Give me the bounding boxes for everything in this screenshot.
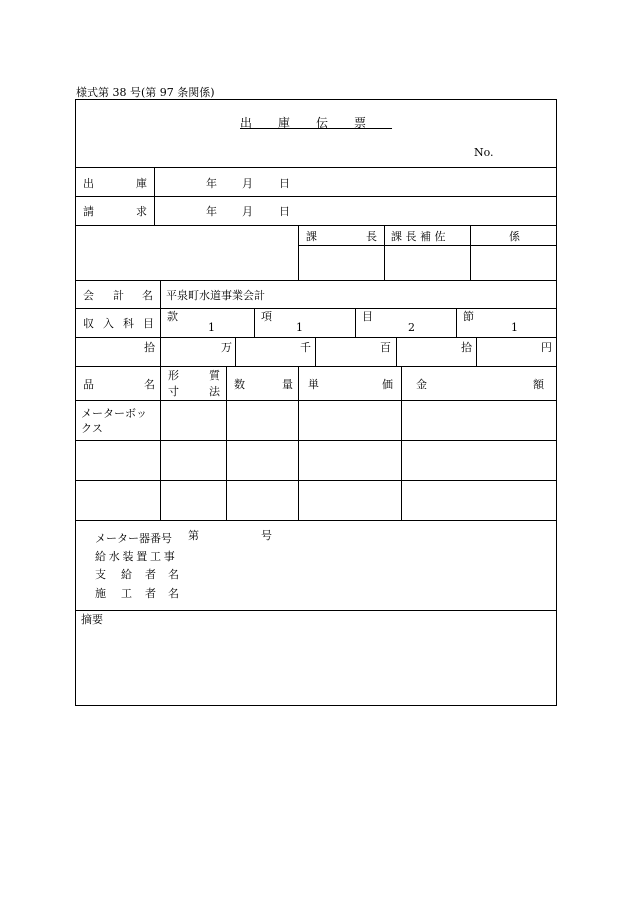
divider (160, 280, 161, 337)
divider (76, 610, 556, 611)
divider (76, 480, 556, 481)
item-amount-header-2: 額 (533, 378, 544, 391)
approval-chief-label-2: 長 (366, 230, 377, 243)
dispatch-day: 日 (279, 177, 290, 190)
budget-label: 収 入 科 目 (83, 317, 157, 330)
budget-kou-label: 項 (261, 310, 272, 323)
divider (470, 225, 471, 280)
divider (384, 225, 385, 280)
budget-moku-label: 目 (362, 310, 373, 323)
meter-number-label: メーター器番号 (95, 532, 172, 545)
payer-label-3: 者 (145, 568, 156, 581)
budget-kan-label: 款 (167, 310, 178, 323)
form-caption: 様式第 38 号(第 97 条関係) (76, 86, 215, 99)
divider (456, 308, 457, 337)
divider (76, 167, 556, 168)
dispatch-label-1: 出 (83, 177, 94, 190)
account-name: 平泉町水道事業会計 (166, 289, 265, 302)
divider (76, 366, 556, 367)
budget-kan-value: 1 (208, 321, 215, 334)
item-amount-header-1: 金 (416, 378, 427, 391)
unit-label: 拾 (461, 341, 472, 354)
divider (160, 366, 161, 520)
dispatch-label-2: 庫 (136, 177, 147, 190)
number-label: No. (474, 146, 494, 159)
unit-label: 拾 (144, 341, 155, 354)
unit-label: 百 (380, 341, 391, 354)
divider (76, 196, 556, 197)
divider (76, 280, 556, 281)
divider (76, 440, 556, 441)
dispatch-slip-form (75, 99, 557, 706)
payer-label-4: 名 (168, 568, 179, 581)
request-label-2: 求 (136, 205, 147, 218)
divider (254, 308, 255, 337)
meter-work-label: 給水装置工事 (95, 550, 178, 563)
contractor-label-3: 者 (145, 587, 156, 600)
contractor-label-2: 工 (121, 587, 132, 600)
unit-label: 万 (221, 341, 232, 354)
divider (76, 337, 556, 338)
divider (160, 337, 161, 366)
unit-label: 千 (300, 341, 311, 354)
item-qty-header-2: 量 (282, 378, 293, 391)
item-shape-header-2: 質 (209, 369, 220, 382)
item-name-line2: クス (81, 422, 103, 435)
item-name-header-1: 品 (83, 378, 94, 391)
meter-number-prefix: 第 (188, 529, 199, 542)
item-price-header-1: 単 (308, 378, 319, 391)
contractor-label-4: 名 (168, 587, 179, 600)
form-title: 出庫伝票 (240, 116, 393, 130)
approval-staff-label: 係 (509, 230, 520, 243)
payer-label-2: 給 (121, 568, 132, 581)
divider (396, 337, 397, 366)
divider (76, 520, 556, 521)
item-price-header-2: 価 (382, 378, 393, 391)
divider (298, 366, 299, 520)
payer-label-1: 支 (95, 568, 106, 581)
item-size-header-2: 法 (209, 385, 220, 398)
request-day: 日 (279, 205, 290, 218)
account-label-1: 会 (83, 289, 94, 302)
unit-label: 円 (541, 341, 552, 354)
dispatch-year: 年 (206, 177, 217, 190)
divider (235, 337, 236, 366)
divider (154, 167, 155, 225)
budget-setsu-value: 1 (511, 321, 518, 334)
divider (298, 225, 299, 280)
item-qty-header-1: 数 (234, 378, 245, 391)
item-name-header-2: 名 (144, 378, 155, 391)
divider (226, 366, 227, 520)
approval-deputy-label: 課 長 補 佐 (391, 230, 446, 243)
divider (76, 308, 556, 309)
meter-number-suffix: 号 (261, 529, 272, 542)
divider (298, 245, 556, 246)
item-name-line1: メーターボッ (81, 407, 147, 420)
account-label-3: 名 (142, 289, 153, 302)
request-year: 年 (206, 205, 217, 218)
approval-chief-label-1: 課 (306, 230, 317, 243)
budget-kou-value: 1 (296, 321, 303, 334)
item-shape-header-1: 形 (168, 369, 179, 382)
divider (401, 366, 402, 520)
divider (76, 400, 556, 401)
dispatch-month: 月 (242, 177, 253, 190)
contractor-label-1: 施 (95, 587, 106, 600)
request-month: 月 (242, 205, 253, 218)
divider (76, 225, 556, 226)
budget-setsu-label: 節 (463, 310, 474, 323)
divider (315, 337, 316, 366)
divider (355, 308, 356, 337)
account-label-2: 計 (113, 289, 124, 302)
budget-moku-value: 2 (408, 321, 415, 334)
item-size-header-1: 寸 (168, 385, 179, 398)
divider (476, 337, 477, 366)
request-label-1: 請 (83, 205, 94, 218)
summary-label: 摘要 (81, 613, 103, 626)
